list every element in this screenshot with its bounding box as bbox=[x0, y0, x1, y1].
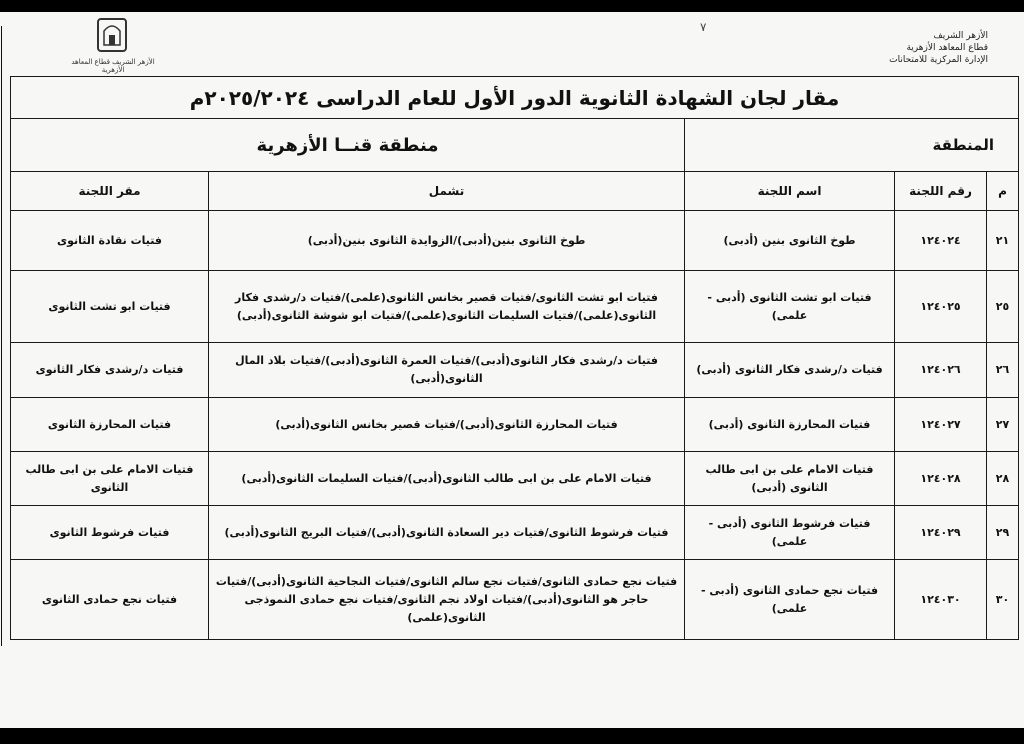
header-line: الإدارة المركزية للامتحانات bbox=[889, 55, 988, 65]
committee-code: ١٢٤٠٢٥ bbox=[895, 271, 987, 343]
committee-name: فتيات ابو تشت الثانوى (أدبى - علمى) bbox=[685, 271, 895, 343]
column-header-name: اسم اللجنة bbox=[685, 172, 895, 211]
table-row bbox=[11, 398, 1019, 452]
committee-includes: فتيات فرشوط الثانوى/فتيات دير السعادة الثانوى(أدبى)/فتيات البريج الثانوى(أدبى) bbox=[209, 506, 685, 560]
committee-includes: فتيات د/رشدى فكار الثانوى(أدبى)/فتيات العمرة الثانوى(أدبى)/فتيات بلاد المال الثانوى(أدبى) bbox=[209, 343, 685, 398]
committee-code: ١٢٤٠٢٧ bbox=[895, 398, 987, 452]
handwritten-mark: ٧ bbox=[700, 20, 707, 34]
committee-includes: فتيات نجع حمادى الثانوى/فتيات نجع سالم الثانوى/فتيات النجاحية الثانوى(أدبى)/فتيات حاجر هو الثانوى(أدبى)/فتيات اولاد نجم الثانوى/فتيات نجع حمادى النموذجى الثانوى(علمى) bbox=[209, 560, 685, 640]
committee-includes: طوخ الثانوى بنين(أدبى)/الزوايدة الثانوى بنين(أدبى) bbox=[209, 211, 685, 271]
committee-code: ١٢٤٠٣٠ bbox=[895, 560, 987, 640]
committee-code: ١٢٤٠٢٤ bbox=[895, 211, 987, 271]
committee-name: فتيات نجع حمادى الثانوى (أدبى - علمى) bbox=[685, 560, 895, 640]
azhar-logo-icon bbox=[92, 15, 132, 55]
committee-code: ١٢٤٠٢٦ bbox=[895, 343, 987, 398]
committee-name: فتيات الامام على بن ابى طالب الثانوى (أدبى) bbox=[685, 452, 895, 506]
row-number: ٢٨ bbox=[987, 452, 1019, 506]
document-title: مقار لجان الشهادة الثانوية الدور الأول للعام الدراسى ٢٠٢٥/٢٠٢٤م bbox=[11, 77, 1019, 119]
table-row bbox=[11, 560, 1019, 640]
column-header-m: م bbox=[987, 172, 1019, 211]
committee-code: ١٢٤٠٢٩ bbox=[895, 506, 987, 560]
row-number: ٣٠ bbox=[987, 560, 1019, 640]
row-number: ٢٦ bbox=[987, 343, 1019, 398]
committee-includes: فتيات المحارزة الثانوى(أدبى)/فتيات قصير بخانس الثانوى(أدبى) bbox=[209, 398, 685, 452]
column-header-code: رقم اللجنة bbox=[895, 172, 987, 211]
header-authority bbox=[828, 30, 988, 66]
committee-seat: فتيات نجع حمادى الثانوى bbox=[11, 560, 209, 640]
table-row bbox=[11, 506, 1019, 560]
row-number: ٢٧ bbox=[987, 398, 1019, 452]
row-number: ٢٩ bbox=[987, 506, 1019, 560]
committee-seat: فتيات الامام على بن ابى طالب الثانوى bbox=[11, 452, 209, 506]
region-label: المنطقة bbox=[685, 119, 1019, 172]
committee-code: ١٢٤٠٢٨ bbox=[895, 452, 987, 506]
committee-seat: فتيات فرشوط الثانوى bbox=[11, 506, 209, 560]
committee-includes: فتيات ابو تشت الثانوى/فتيات قصير بخانس الثانوى(علمى)/فتيات د/رشدى فكار الثانوى(علمى)/فتيات السليمات الثانوى(علمى)/فتيات ابو شوشة الثانوى(أدبى) bbox=[209, 271, 685, 343]
logo-caption: الأزهر الشريف قطاع المعاهد الأزهرية bbox=[71, 58, 155, 74]
region-name: منطقة قنــا الأزهرية bbox=[11, 119, 685, 172]
committee-seat: فتيات نقادة الثانوى bbox=[11, 211, 209, 271]
table-row bbox=[11, 211, 1019, 271]
row-number: ٢١ bbox=[987, 211, 1019, 271]
committee-includes: فتيات الامام على بن ابى طالب الثانوى(أدبى)/فتيات السليمات الثانوى(أدبى) bbox=[209, 452, 685, 506]
table-row bbox=[11, 271, 1019, 343]
committees-table bbox=[10, 76, 1019, 640]
committee-name: فتيات المحارزة الثانوى (أدبى) bbox=[685, 398, 895, 452]
committee-seat: فتيات د/رشدى فكار الثانوى bbox=[11, 343, 209, 398]
header-line: قطاع المعاهد الأزهرية bbox=[906, 43, 988, 53]
header-line: الأزهر الشريف bbox=[933, 31, 988, 41]
table-row bbox=[11, 452, 1019, 506]
column-header-includes: تشمل bbox=[209, 172, 685, 211]
committee-name: فتيات فرشوط الثانوى (أدبى - علمى) bbox=[685, 506, 895, 560]
row-number: ٢٥ bbox=[987, 271, 1019, 343]
document-page bbox=[0, 12, 1024, 728]
page-edge-shadow bbox=[1, 26, 2, 646]
committee-name: طوخ الثانوى بنين (أدبى) bbox=[685, 211, 895, 271]
committee-seat: فتيات المحارزة الثانوى bbox=[11, 398, 209, 452]
column-header-seat: مقر اللجنة bbox=[11, 172, 209, 211]
table-row bbox=[11, 343, 1019, 398]
committee-name: فتيات د/رشدى فكار الثانوى (أدبى) bbox=[685, 343, 895, 398]
committee-seat: فتيات ابو تشت الثانوى bbox=[11, 271, 209, 343]
